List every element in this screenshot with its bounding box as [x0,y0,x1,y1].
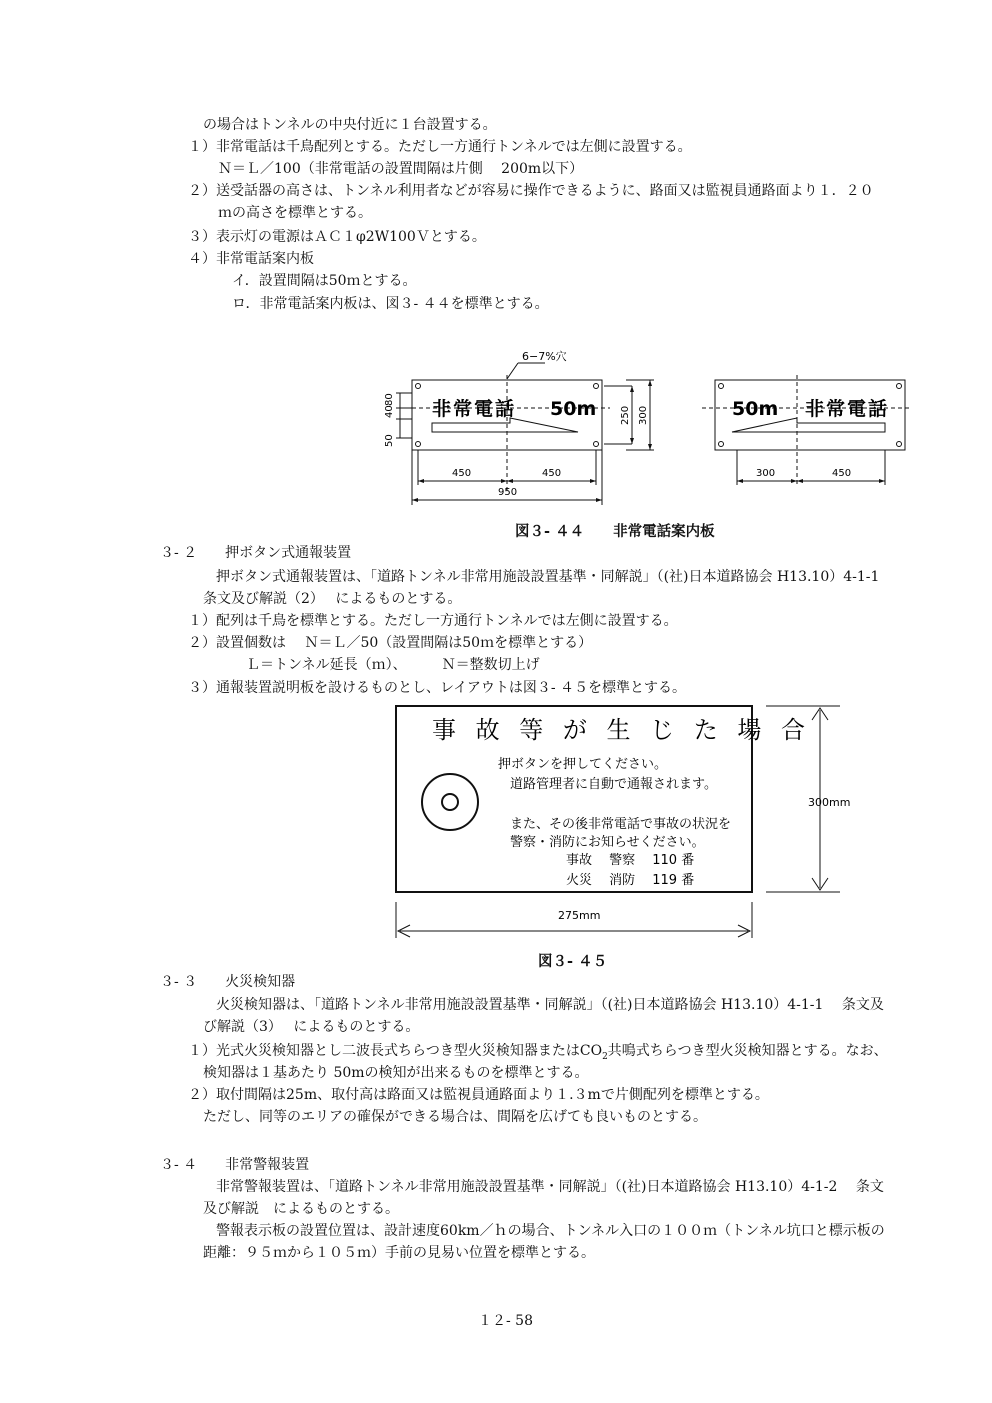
hole-label: 6−7%穴 [522,350,567,363]
text-line: Ｌ＝トンネル延長（ｍ）、 Ｎ＝整数切上げ [246,657,540,673]
text-line: 及び解説 によるものとする。 [203,1201,399,1217]
text-line: ４）非常電話案内板 [188,251,314,267]
left-sign-arrow-shape [432,418,578,432]
push-button-inner [442,794,458,810]
section-heading: ３‐ ４ 非常警報装置 [160,1157,310,1173]
text-line: ロ．非常電話案内板は、図３‐ ４４を標準とする。 [232,296,549,312]
dim-50: 50 [384,434,395,447]
height-label: 300mm [808,796,851,809]
text-line: ｍの高さを標準とする。 [218,205,372,221]
left-sign-distance: 50m [550,398,597,420]
figure-3-45 [380,700,851,950]
right-sign-text: 非常電話 [805,398,890,420]
panel-msg-4: 警察・消防にお知らせください。 [510,835,705,850]
text-line [188,1042,888,1066]
text-line: ２）設置個数は Ｎ＝Ｌ／50（設置間隔は50ｍを標準とする） [188,635,593,651]
panel-msg-3: また、その後非常電話で事故の状況を [510,817,732,832]
text-line: Ｎ＝Ｌ／100（非常電話の設置間隔は片側 200m以下） [218,161,584,177]
page-number: １２‐ 58 [478,1313,533,1329]
dim-450-left: 450 [452,468,472,479]
text-line: び解説（3） によるものとする。 [203,1019,420,1035]
figure-caption: 図３‐ ４５ [538,954,608,970]
dim-40: 40 [384,405,395,418]
panel-msg-6: 火災 消防 119 番 [566,873,695,888]
subscript: 2 [602,1051,608,1062]
text-line: 条文及び解説（2） によるものとする。 [203,591,462,607]
text-line: の場合はトンネルの中央付近に１台設置する。 [203,117,497,133]
right-sign-arrow-shape [732,418,885,432]
text-line: 非常警報装置は、「道路トンネル非常用施設設置基準・同解説」（(社)日本道路協会 H13.10）4-1-2 条文 [216,1179,884,1195]
text-line: 火災検知器は、「道路トンネル非常用施設設置基準・同解説」（(社)日本道路協会 H13.10）4-1-1 条文及 [216,997,884,1013]
text-line: ただし、同等のエリアの確保ができる場合は、間隔を広げても良いものとする。 [203,1109,707,1125]
text-line: イ．設置間隔は50ｍとする。 [232,273,417,289]
panel-msg-2: 道路管理者に自動で通報されます。 [510,777,717,792]
text-line: ２）取付間隔は25m、取付高は路面又は監視員通路面より１.３mで片側配列を標準とする。 [188,1087,769,1103]
dim-80: 80 [384,393,395,406]
dim-300: 300 [638,405,649,425]
push-button-outer [422,774,478,830]
width-label: 275mm [558,909,601,922]
dim-950: 950 [498,487,518,498]
dim-r300: 300 [756,468,776,479]
text-line: ３）通報装置説明板を設けるものとし、レイアウトは図３‐ ４５を標準とする。 [188,680,687,696]
text-line: １）非常電話は千鳥配列とする。ただし一方通行トンネルでは左側に設置する。 [188,139,692,155]
dim-r450: 450 [832,468,852,479]
dim-250: 250 [620,405,631,425]
text-line: 検知器は１基あたり 50mの検知が出来るものを標準とする。 [203,1065,589,1081]
text-line: 警報表示板の設置位置は、設計速度60km／ｈの場合、トンネル入口の１００ｍ（トンネル坑口と標示板の [216,1223,885,1239]
panel-title: 事 故 等 が 生 じ た 場 合 [432,716,812,744]
text-line: ２）送受話器の高さは、トンネル利用者などが容易に操作できるように、路面又は監視員通路面より１．２０ [188,183,874,199]
panel-msg-1: 押ボタンを押してください。 [498,757,668,772]
section-heading: ３‐ ２ 押ボタン式通報装置 [160,545,352,561]
left-sign-text: 非常電話 [432,398,517,420]
right-sign-distance: 50m [732,398,779,420]
dim-450-right: 450 [542,468,562,479]
panel-msg-5: 事故 警察 110 番 [566,853,695,868]
section-heading: ３‐ ３ 火災検知器 [160,974,296,990]
figure-caption: 図３‐ ４４ 非常電話案内板 [515,524,715,540]
text-part: 共鳴式ちらつき型火災検知器とする。なお、 [607,1043,888,1059]
text-line: 距離：９５ｍから１０５ｍ）手前の見易い位置を標準とする。 [203,1245,595,1261]
text-line: 押ボタン式通報装置は、「道路トンネル非常用施設設置基準・同解説」（(社)日本道路協会 H13.10）4-1-1 [216,569,880,585]
text-line: ３）表示灯の電源はＡＣ１φ2W100Ｖとする。 [188,229,486,245]
figure-3-44 [370,345,930,515]
text-part: １）光式火災検知器とし二波長式ちらつき型火災検知器またはCO [188,1043,603,1059]
text-line: １）配列は千鳥を標準とする。ただし一方通行トンネルでは左側に設置する。 [188,613,678,629]
